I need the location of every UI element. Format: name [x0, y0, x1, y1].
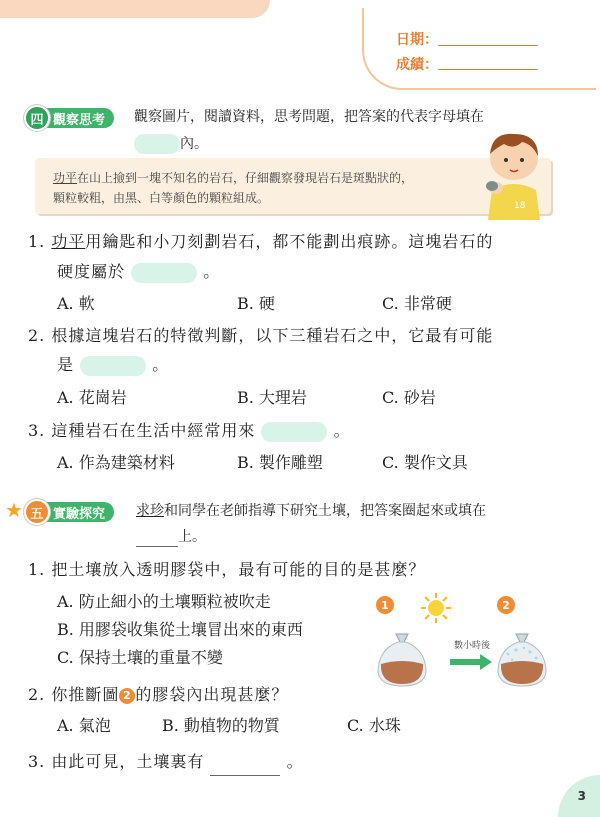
soil-bag-after-icon — [494, 630, 550, 688]
section5-tag: 實驗探究 — [37, 502, 114, 522]
date-label: 日期： — [396, 32, 438, 48]
score-label: 成績： — [396, 57, 438, 73]
date-field[interactable] — [438, 44, 538, 46]
page-number: 3 — [577, 789, 586, 803]
s5-q1-option-a: A. 防止細小的土壤顆粒被吹走 — [57, 592, 271, 611]
section4-badge — [24, 106, 114, 130]
section5-number: 五 — [24, 499, 50, 525]
soil-bag-before-icon — [374, 630, 430, 688]
info-name: 功平 — [53, 171, 78, 185]
right-arrow-icon — [450, 654, 494, 670]
s5-q2-option-a: A. 氣泡 — [57, 716, 111, 735]
sun-icon — [420, 592, 452, 624]
s4-q1-option-b: B. 硬 — [237, 294, 275, 313]
figure-ref-2: 2 — [119, 688, 135, 704]
s4-q1-option-c: C. 非常硬 — [382, 294, 452, 313]
section4-number: 四 — [24, 105, 50, 131]
answer-box-sample — [134, 134, 180, 154]
section5-badge — [24, 500, 114, 524]
s4-q3-option-a: A. 作為建築材料 — [57, 453, 175, 472]
s4-q3-answer-box[interactable] — [261, 422, 327, 442]
s4-q2-line2: 是 。 — [57, 355, 170, 374]
s4-q1-option-a: A. 軟 — [57, 294, 95, 313]
s4-q3-option-b: B. 製作雕塑 — [237, 453, 323, 472]
s5-q2: 2. 你推斷圖 2 的膠袋內出現甚麼？ — [28, 685, 289, 704]
info-line2: 顆粒較粗，由黑、白等顏色的顆粒組成。 — [53, 191, 270, 205]
s4-q2-option-c: C. 砂岩 — [382, 388, 436, 407]
star-icon: ★ — [5, 498, 23, 522]
s5-q1: 1. 把土壤放入透明膠袋中，最有可能的目的是甚麼？ — [28, 560, 426, 579]
score-field[interactable] — [438, 68, 538, 70]
s4-q2-answer-box[interactable] — [80, 356, 146, 376]
s4-q3: 3. 這種岩石在生活中經常用來 。 — [28, 421, 351, 440]
figure-label-2: 2 — [497, 596, 515, 614]
s4-q2-option-a: A. 花崗岩 — [57, 388, 127, 407]
s4-q2-option-b: B. 大理岩 — [237, 388, 307, 407]
date-score-box — [362, 8, 596, 90]
s5-q3: 3. 由此可見，土壤裏有 。 — [28, 748, 304, 776]
s4-q3-option-c: C. 製作文具 — [382, 453, 468, 472]
section5-instruction-end: 上。 — [136, 527, 206, 547]
section4-instruction: 觀察圖片，閱讀資料，思考問題，把答案的代表字母填在 — [134, 109, 484, 125]
s4-q1-line2: 硬度屬於 。 — [57, 262, 221, 281]
s5-q1-option-b: B. 用膠袋收集從土壤冒出來的東西 — [57, 620, 303, 639]
arrow-text: 數小時後 — [454, 641, 491, 651]
s4-q2: 2. 根據這塊岩石的特徵判斷，以下三種岩石之中，它最有可能 — [28, 326, 494, 345]
s5-q2-option-b: B. 動植物的物質 — [162, 716, 280, 735]
soil-experiment-figure — [370, 590, 550, 690]
info-box: 功平在山上撿到一塊不知名的岩石，仔細觀察發現岩石是斑點狀的， 顆粒較粗，由黑、白等顏色的顆粒組成。 — [35, 158, 551, 214]
s5-q3-answer-line[interactable] — [210, 757, 280, 776]
section5-instruction: 求珍和同學在老師指導下研究土壤，把答案圈起來或填在 — [136, 503, 486, 519]
figure-label-1: 1 — [376, 596, 394, 614]
header-decoration — [0, 0, 270, 18]
section4-instruction-end: 內。 — [134, 134, 208, 154]
s4-q1-answer-box[interactable] — [131, 263, 197, 283]
section4-tag: 觀察思考 — [37, 108, 114, 128]
s5-q1-option-c: C. 保持土壤的重量不變 — [57, 648, 223, 667]
s4-q1: 1. 功平用鑰匙和小刀刻劃岩石，都不能劃出痕跡。這塊岩石的 — [28, 232, 494, 251]
boy-holding-rock-illustration — [474, 128, 558, 220]
svg-text:18: 18 — [514, 201, 526, 211]
s5-q2-option-c: C. 水珠 — [347, 716, 401, 735]
